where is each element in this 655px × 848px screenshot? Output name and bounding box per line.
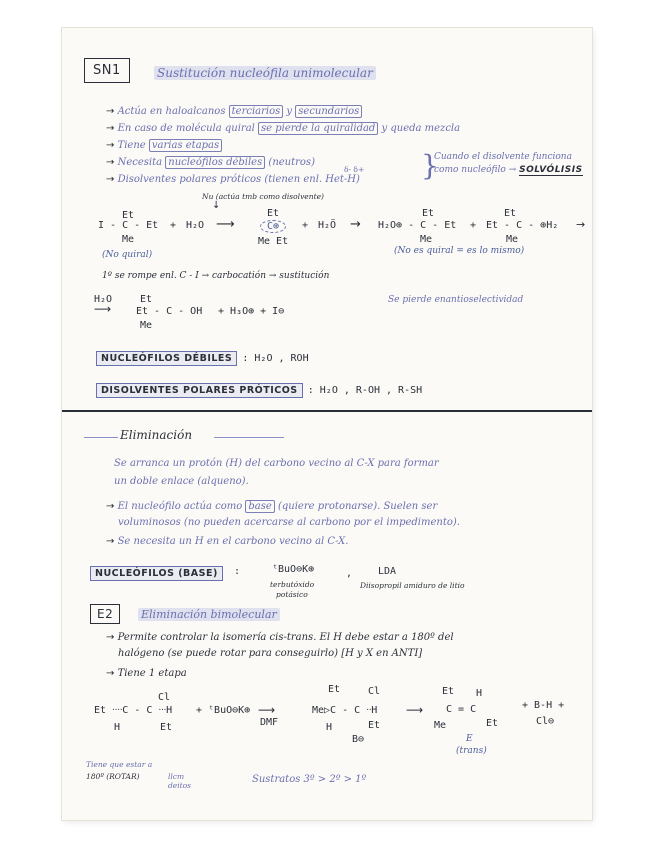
product-right-top: Et (504, 208, 517, 219)
step-1-note: 1º se rompe enl. C - I → carbocatión → sustitución (102, 271, 330, 281)
water-nucleophile: H₂Ö (318, 220, 337, 231)
side-note-line2: como nucleófilo → SOLVÓLISIS (434, 165, 583, 175)
reaction-note: Nu (actúa tmb como disolvente) (202, 192, 324, 201)
sn1-bullet-4: → Necesita nucleófilos débiles (neutros) (106, 157, 315, 168)
elim-line-2: un doble enlace (alqueno). (114, 476, 249, 487)
sustratos-order: Sustratos 3º > 2º > 1º (252, 774, 367, 785)
e2-tag: E2 (90, 604, 120, 624)
disolventes-row (96, 378, 422, 397)
disolventes-value: : H₂O , R-OH , R-SH (307, 385, 423, 396)
tbuok-name-1: terbutóxido (270, 580, 315, 589)
section-divider (62, 410, 592, 412)
tbuok-name-2: potásico (276, 590, 308, 599)
e2-arrow-1-icon: ⟶ (258, 703, 276, 717)
reaction-arrow-2-icon: → (350, 217, 361, 232)
reagent-1: I - C - Et (98, 220, 159, 231)
product-left: H₂O⊕ - C - Et (378, 220, 457, 231)
e-label: E (466, 734, 473, 744)
note-side: llcm deitos (168, 772, 192, 790)
trans-label: (trans) (456, 746, 487, 756)
h2o-arrow-label: H₂O (94, 294, 113, 305)
e2-title: Eliminación bimolecular (138, 608, 280, 621)
note-180-line2: 180º (ROTAR) (86, 772, 140, 781)
product-left-top: Et (422, 208, 435, 219)
byproducts-h3o: + H₃O⊕ + I⊖ (218, 306, 285, 317)
e2-reactant-h: H (114, 722, 121, 733)
base-colon: : (234, 566, 241, 577)
final-product-bottom: Me (140, 320, 153, 331)
elim-bullet-1: → El nucleófilo actúa como base (quiere protonarse). Suelen ser (106, 501, 438, 512)
ts-h: H (326, 722, 333, 733)
alkene-et-top: Et (442, 686, 455, 697)
plus-sign-3: + (470, 220, 477, 231)
product-right-bottom: Me (506, 234, 519, 245)
title-dash-left (84, 437, 118, 438)
product-left-bottom: Me (420, 234, 433, 245)
alkene-h: H (476, 688, 483, 699)
elim-bullet-2: → Se necesita un H en el carbono vecino al C-X. (106, 536, 349, 547)
notebook-page (62, 28, 592, 820)
elim-bullet-1-line2: voluminosos (no pueden acercarse al carbono por el impedimento). (118, 517, 460, 528)
e2-reactant: Et ᐧᐧᐧᐧC - C ᐧᐧᐧH (94, 705, 173, 716)
b-minus: B⊖ (352, 734, 365, 745)
base-label: NUCLEÓFILOS (BASE) (90, 566, 223, 581)
e2-bullet-2: → Tiene 1 etapa (106, 668, 187, 679)
dmf-label: DMF (260, 717, 279, 728)
carbocation-bottom: Me Et (258, 236, 289, 247)
sn1-bullet-2: → En caso de molécula quiral se pierde la quiralidad y queda mezcla (106, 123, 461, 134)
carbocation-top: Et (267, 208, 280, 219)
comma: , (346, 568, 353, 579)
carbocation-center: C⊕ (260, 220, 286, 233)
lda-name: Diisopropil amiduro de litio (360, 581, 465, 590)
note-180-line1: Tiene que estar a (86, 760, 153, 769)
enantio-note: Se pierde enantioselectividad (388, 295, 524, 305)
e2-reactant-cl: Cl (158, 692, 171, 703)
down-arrow-icon: ↓ (212, 200, 221, 211)
final-product: Et - C - OH (136, 306, 203, 317)
reaction-arrow-icon: ⟶ (216, 217, 235, 232)
reagent-1-bottom: Me (122, 234, 135, 245)
nucleofilos-debiles-label: NUCLEÓFILOS DÉBILES (96, 351, 237, 366)
water-reagent: H₂O (186, 220, 205, 231)
elim-title: Eliminación (120, 428, 193, 442)
no-quiral-note-2: (No es quiral = es lo mismo) (394, 246, 525, 256)
e2-bullet-1-line2: halógeno (se puede rotar para conseguirlo) [H y X en ANTI] (118, 648, 423, 659)
brace-icon: } (421, 149, 439, 182)
final-product-top: Et (140, 294, 153, 305)
sn1-tag: SN1 (84, 58, 130, 83)
e2-reactant-et: Et (160, 722, 173, 733)
side-note-line1: Cuando el disolvente funciona (434, 152, 572, 162)
lda-formula: LDA (378, 566, 397, 577)
continue-arrow-icon: → (576, 218, 586, 231)
alkene-me: Me (434, 720, 447, 731)
ts-structure: Me▷C - C ᐧᐧH (312, 705, 378, 716)
byproducts: + B-H + (522, 700, 565, 711)
alkene: C = C (446, 704, 477, 715)
reagent-1-top: Et (122, 210, 135, 221)
no-quiral-note-1: (No quiral) (102, 250, 153, 260)
ts-et: Et (328, 684, 341, 695)
alkene-et: Et (486, 718, 499, 729)
elim-line-1: Se arranca un protón (H) del carbono vecino al C-X para formar (114, 458, 439, 469)
plus-sign-2: + (302, 220, 309, 231)
ts-cl: Cl (368, 686, 381, 697)
title-dash-right (214, 437, 284, 438)
product-right: Et - C - ⊕H₂ (486, 220, 559, 231)
e2-arrow-2-icon: ⟶ (406, 703, 424, 717)
het-partial-charges: δ- δ+ (344, 165, 365, 174)
disolventes-label: DISOLVENTES POLARES PRÓTICOS (96, 383, 303, 398)
plus-sign: + (170, 220, 177, 231)
sn1-bullet-5: → Disolventes polares próticos (tienen enl. Het-H) (106, 174, 360, 185)
nucleofilos-debiles-row (96, 346, 309, 365)
h2o-arrow-icon: ⟶ (94, 302, 112, 316)
nucleofilos-debiles-value: : H₂O , ROH (242, 353, 309, 364)
tbuok-formula: ᵗBuO⊖K⊕ (272, 564, 315, 575)
cl-minus: Cl⊖ (536, 716, 555, 727)
e2-bullet-1: → Permite controlar la isomería cis-trans. El H debe estar a 180º del (106, 632, 454, 643)
e2-base-reagent: + ᵗBuO⊖K⊕ (196, 705, 251, 716)
ts-et2: Et (368, 720, 381, 731)
sn1-bullet-1: → Actúa en haloalcanos terciarios y secundarios (106, 106, 362, 117)
sn1-bullet-3: → Tiene varias etapas (106, 140, 222, 151)
sn1-title: Sustitución nucleófila unimolecular (154, 66, 376, 80)
